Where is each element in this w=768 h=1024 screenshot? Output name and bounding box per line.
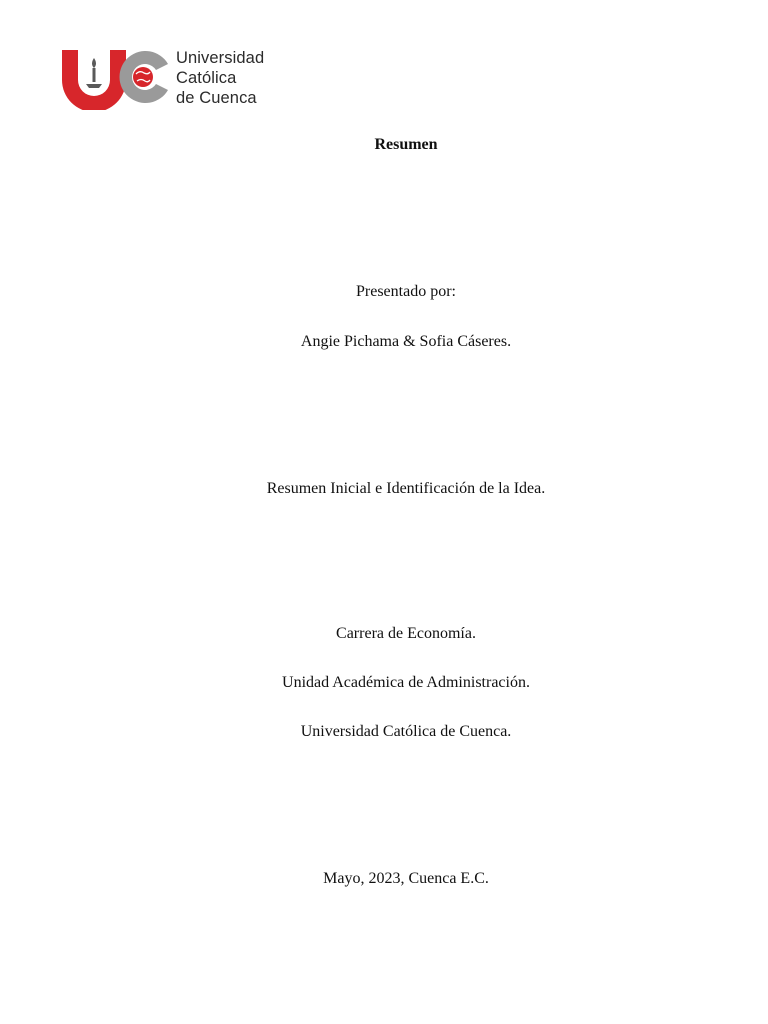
authors-text: Angie Pichama & Sofia Cáseres. [300,333,512,350]
logo-line-3: de Cuenca [176,89,257,107]
university-logo [60,44,275,110]
subject-text: Resumen Inicial e Identificación de la Idea. [266,480,546,497]
university-text: Universidad Católica de Cuenca. [300,723,512,740]
document-title: Resumen [374,136,438,153]
date-place-text: Mayo, 2023, Cuenca E.C. [323,870,489,887]
presented-by-label: Presentado por: [356,283,456,300]
academic-unit-text: Unidad Académica de Administración. [282,674,530,691]
university-name-text [176,48,275,108]
logo-line-2: Católica [176,69,237,87]
career-text: Carrera de Economía. [336,625,476,642]
logo-line-1: Universidad [176,49,265,67]
uc-logo-mark-icon [60,44,170,110]
